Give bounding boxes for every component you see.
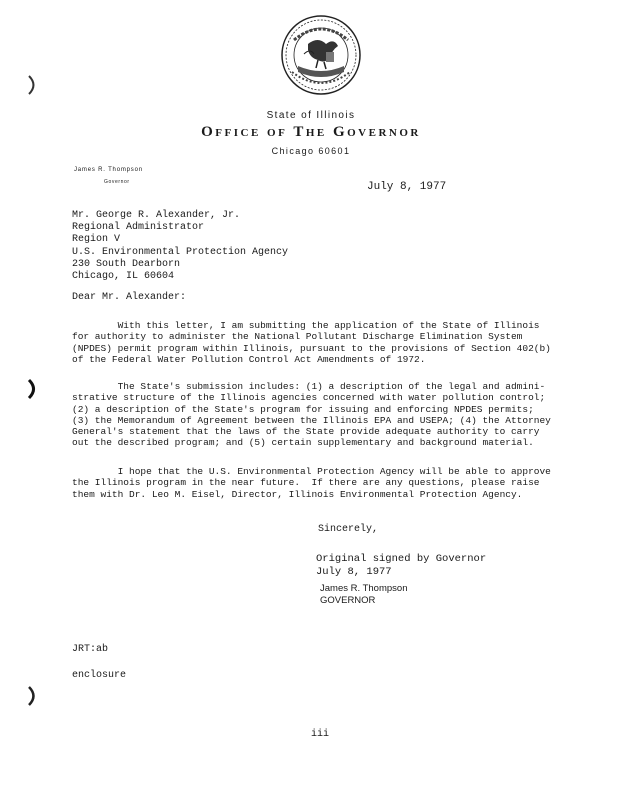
letterhead-governor-name: James R. Thompson bbox=[74, 167, 143, 173]
salutation: Dear Mr. Alexander: bbox=[72, 292, 187, 303]
signer-title: GOVERNOR bbox=[320, 595, 376, 606]
letterhead-city: Chicago 60601 bbox=[271, 146, 351, 156]
address-line: Chicago, IL 60604 bbox=[72, 271, 175, 283]
letterhead-office: Office of The Governor bbox=[201, 124, 421, 140]
state-seal-icon bbox=[280, 14, 362, 96]
address-line: Region V bbox=[72, 234, 121, 246]
binder-hole-mark bbox=[26, 378, 40, 400]
page-number: iii bbox=[310, 729, 329, 740]
letter-date: July 8, 1977 bbox=[367, 181, 447, 193]
address-line: U.S. Environmental Protection Agency bbox=[72, 246, 289, 258]
binder-hole-mark bbox=[26, 74, 40, 96]
address-line: Mr. George R. Alexander, Jr. bbox=[72, 210, 241, 221]
address-line: Regional Administrator bbox=[72, 222, 205, 234]
enclosure-note: enclosure bbox=[72, 670, 127, 681]
recipient-address bbox=[72, 210, 288, 283]
signer-name: James R. Thompson bbox=[320, 583, 408, 594]
binder-hole-mark bbox=[26, 685, 40, 707]
address-line: 230 South Dearborn bbox=[72, 258, 181, 270]
signer-block bbox=[320, 583, 407, 607]
signature-block bbox=[316, 553, 486, 578]
body-paragraph-2: The State's submission includes: (1) a description of the legal and admini- strative structure of the Illinois agencies concerned with water pollution control; (2) a description of the State's program for issuing and enforcing NPDES permits; (3) the Memorandum of Agreement between the Illinois EPA and USEPA; (4) the Attorney General's statement that the laws of the State provide adequate authority to carry out the described program; and (5) certain supplementary and background material. bbox=[72, 381, 551, 449]
signature-original-note: Original signed by Governor bbox=[316, 553, 487, 565]
letterhead-governor-title: Governor bbox=[104, 179, 130, 185]
letterhead-state: State of Illinois bbox=[266, 110, 356, 121]
closing: Sincerely, bbox=[318, 524, 379, 535]
typist-initials: JRT:ab bbox=[72, 644, 109, 655]
body-paragraph-1: With this letter, I am submitting the application of the State of Illinois for authority to administer the National Pollutant Discharge Elimination System (NPDES) permit program within Illinois, pursuant to the provisions of Section 402(b) of the Federal Water Pollution Control Act Amendments of 1972. bbox=[72, 320, 551, 365]
signature-date: July 8, 1977 bbox=[316, 565, 392, 578]
body-paragraph-3: I hope that the U.S. Environmental Protection Agency will be able to approve the Illinois program in the near future. If there are any questions, please raise them with Dr. Leo M. Eisel, Director, Illinois Environmental Protection Agency. bbox=[72, 466, 551, 500]
